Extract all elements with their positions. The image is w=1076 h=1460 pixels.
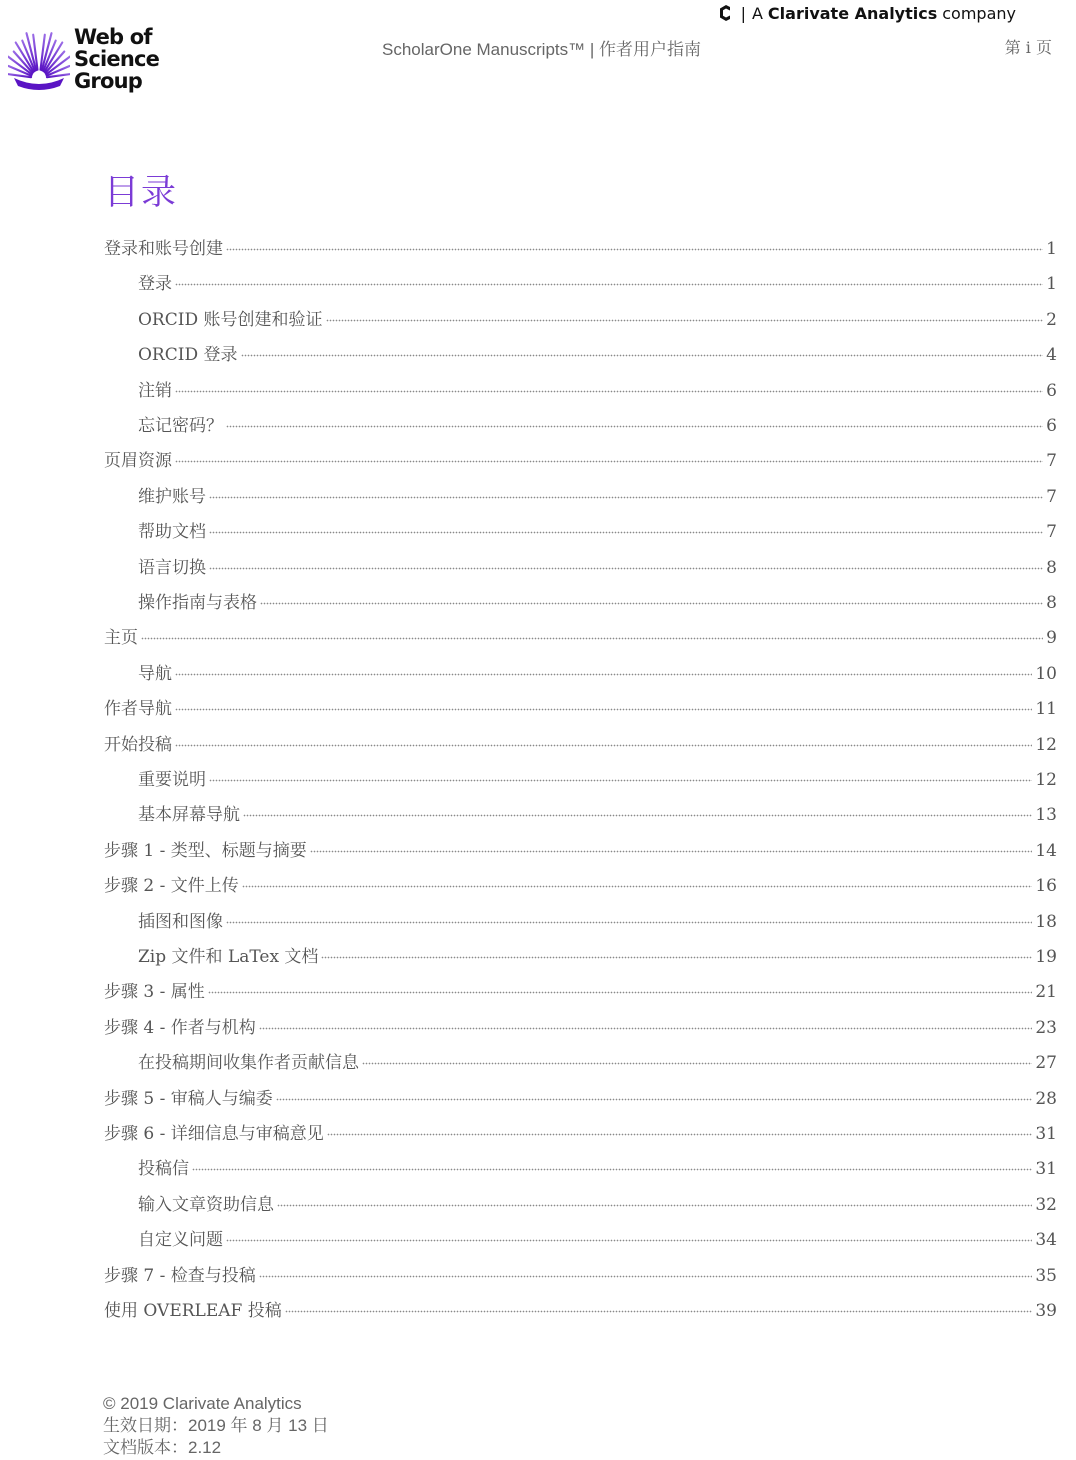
tagline-prefix: A xyxy=(751,3,763,23)
toc-entry-title: ORCID 账号创建和验证 xyxy=(138,305,326,330)
toc-entry-page: 21 xyxy=(1035,982,1057,1003)
toc-entry[interactable] xyxy=(138,902,1057,932)
toc-entry-title: 登录 xyxy=(138,269,175,294)
toc-dot-leader xyxy=(226,921,1032,925)
toc-entry-title: 插图和图像 xyxy=(138,907,226,932)
toc-entry-title: 忘记密码？ xyxy=(138,411,226,436)
toc-entry-title: 帮助文档 xyxy=(138,517,209,542)
toc-entry-page: 9 xyxy=(1046,628,1057,649)
toc-entry-title: 输入文章资助信息 xyxy=(138,1190,277,1215)
toc-entry-page: 14 xyxy=(1035,840,1057,861)
toc-dot-leader xyxy=(362,1062,1032,1066)
toc-entry-page: 18 xyxy=(1035,911,1057,932)
toc-entry-page: 12 xyxy=(1035,734,1057,755)
toc-entry-title: 在投稿期间收集作者贡献信息 xyxy=(138,1048,362,1073)
toc-entry-page: 10 xyxy=(1035,663,1057,684)
toc-entry-page: 4 xyxy=(1046,345,1057,366)
toc-entry[interactable] xyxy=(138,548,1057,578)
toc-entry[interactable] xyxy=(138,1185,1057,1215)
tagline-separator: | xyxy=(740,3,746,23)
toc-entry-title: 自定义问题 xyxy=(138,1225,226,1250)
footer-version: 文档版本：2.12 xyxy=(103,1438,222,1457)
toc-entry-title: 使用 OVERLEAF 投稿 xyxy=(104,1296,285,1321)
toc-entry[interactable] xyxy=(138,795,1057,825)
toc-entry-page: 28 xyxy=(1035,1088,1057,1109)
toc-entry[interactable] xyxy=(104,866,1057,896)
toc-entry-title: 重要说明 xyxy=(138,765,209,790)
web-of-science-logo xyxy=(8,26,168,96)
toc-entry[interactable] xyxy=(104,1008,1057,1038)
toc-dot-leader xyxy=(243,814,1032,818)
toc-entry[interactable] xyxy=(138,760,1057,790)
toc-entry-page: 1 xyxy=(1046,239,1057,259)
toc-entry-page: 16 xyxy=(1035,876,1057,897)
toc-entry-page: 39 xyxy=(1035,1301,1057,1321)
toc-entry[interactable] xyxy=(104,618,1057,648)
toc-entry-page: 8 xyxy=(1046,557,1057,578)
toc-entry-title: 投稿信 xyxy=(138,1154,192,1179)
toc-entry[interactable] xyxy=(104,689,1057,719)
toc-entry[interactable] xyxy=(104,972,1057,1002)
toc-dot-leader xyxy=(226,425,1043,429)
toc-entry-page: 13 xyxy=(1035,805,1057,826)
toc-entry-title: 开始投稿 xyxy=(104,730,175,755)
logo-line-1: Web of xyxy=(74,25,152,49)
toc-dot-leader xyxy=(242,885,1033,889)
toc-dot-leader xyxy=(209,531,1043,535)
toc-dot-leader xyxy=(310,850,1033,854)
toc-entry-title: 步骤 3 - 属性 xyxy=(104,977,208,1002)
toc-dot-leader xyxy=(175,390,1043,394)
toc-dot-leader xyxy=(209,779,1032,783)
toc-entry-page: 12 xyxy=(1035,770,1057,790)
toc-entry-page: 7 xyxy=(1046,451,1057,472)
toc-dot-leader xyxy=(175,744,1032,748)
logo-line-2: Science xyxy=(74,47,160,71)
toc-dot-leader xyxy=(175,283,1043,287)
toc-entry[interactable] xyxy=(104,1079,1057,1109)
toc-dot-leader xyxy=(175,708,1032,712)
toc-entry[interactable] xyxy=(138,477,1057,507)
toc-entry[interactable] xyxy=(138,512,1057,542)
toc-dot-leader xyxy=(259,1027,1033,1031)
toc-dot-leader xyxy=(141,637,1043,641)
tagline-suffix: company xyxy=(942,3,1016,23)
toc-entry[interactable] xyxy=(104,1114,1057,1144)
toc-entry[interactable] xyxy=(138,264,1057,294)
toc-entry[interactable] xyxy=(138,654,1057,684)
web-of-science-sunburst-icon xyxy=(8,28,70,92)
toc-entry[interactable] xyxy=(104,725,1057,755)
toc-entry[interactable] xyxy=(104,1291,1057,1321)
toc-entry-title: 页眉资源 xyxy=(104,446,175,471)
toc-entry[interactable] xyxy=(104,441,1057,471)
footer xyxy=(103,1393,329,1459)
toc-entry[interactable] xyxy=(138,937,1057,967)
toc-entry-title: Zip 文件和 LaTex 文档 xyxy=(138,942,321,967)
toc-entry-page: 7 xyxy=(1046,486,1057,507)
toc-entry[interactable] xyxy=(138,371,1057,401)
clarivate-c-icon xyxy=(717,4,735,22)
toc-entry-page: 6 xyxy=(1046,416,1057,436)
toc-entry-page: 35 xyxy=(1035,1265,1057,1286)
toc-entry-page: 11 xyxy=(1035,699,1057,720)
logo-line-3: Group xyxy=(74,69,143,93)
toc-entry-title: 步骤 2 - 文件上传 xyxy=(104,871,242,896)
toc-dot-leader xyxy=(192,1168,1032,1172)
toc-entry[interactable] xyxy=(104,1256,1057,1286)
toc-entry[interactable] xyxy=(138,300,1057,330)
toc-dot-leader xyxy=(175,460,1043,464)
toc-entry-title: 语言切换 xyxy=(138,553,209,578)
toc-entry-title: 主页 xyxy=(104,623,141,648)
toc-entry-page: 2 xyxy=(1046,309,1057,330)
toc-dot-leader xyxy=(226,1239,1032,1243)
toc-entry-title: ORCID 登录 xyxy=(138,340,241,365)
clarivate-tagline xyxy=(717,2,1016,24)
toc-entry-page: 8 xyxy=(1046,593,1057,613)
toc-entry-title: 步骤 5 - 审稿人与编委 xyxy=(104,1084,276,1109)
toc-entry[interactable] xyxy=(138,583,1057,613)
toc-entry[interactable] xyxy=(138,1043,1057,1073)
toc-dot-leader xyxy=(326,319,1044,323)
toc-entry-title: 维护账号 xyxy=(138,482,209,507)
toc-entry-page: 34 xyxy=(1035,1230,1057,1251)
tagline-brand: Clarivate Analytics xyxy=(767,3,938,23)
toc-entry-page: 31 xyxy=(1035,1159,1057,1180)
toc-entry[interactable] xyxy=(104,229,1057,259)
toc-entry-page: 6 xyxy=(1046,380,1057,401)
toc-entry[interactable] xyxy=(138,406,1057,436)
toc-dot-leader xyxy=(327,1133,1033,1137)
toc-dot-leader xyxy=(241,354,1044,358)
toc-entry-page: 31 xyxy=(1035,1124,1057,1144)
toc-entry-title: 步骤 7 - 检查与投稿 xyxy=(104,1261,259,1286)
toc-entry[interactable] xyxy=(104,831,1057,861)
toc-entry[interactable] xyxy=(138,1220,1057,1250)
footer-copyright: © 2019 Clarivate Analytics xyxy=(103,1394,302,1413)
toc-entry-title: 基本屏幕导航 xyxy=(138,800,243,825)
toc-entry-title: 操作指南与表格 xyxy=(138,588,260,613)
toc-entry-title: 步骤 1 - 类型、标题与摘要 xyxy=(104,836,310,861)
toc-dot-leader xyxy=(276,1098,1033,1102)
toc-heading: 目录 xyxy=(104,173,179,213)
toc-entry-title: 导航 xyxy=(138,659,175,684)
toc-entry-title: 步骤 6 - 详细信息与审稿意见 xyxy=(104,1119,327,1144)
toc-dot-leader xyxy=(321,956,1032,960)
footer-effective-date: 生效日期：2019 年 8 月 13 日 xyxy=(103,1416,329,1435)
toc-entry-title: 作者导航 xyxy=(104,694,175,719)
toc-entry-title: 步骤 4 - 作者与机构 xyxy=(104,1013,259,1038)
toc-entry-page: 1 xyxy=(1046,274,1057,295)
toc-entry[interactable] xyxy=(138,335,1057,365)
toc-entry-page: 19 xyxy=(1035,947,1057,967)
toc-entry-title: 登录和账号创建 xyxy=(104,234,226,259)
toc-dot-leader xyxy=(208,991,1033,995)
document-header-title: ScholarOne Manuscripts™ | 作者用户指南 xyxy=(382,40,701,59)
page-number: 第 i 页 xyxy=(1004,38,1052,57)
toc-dot-leader xyxy=(277,1204,1032,1208)
toc-dot-leader xyxy=(175,673,1032,677)
toc-entry-title: 注销 xyxy=(138,376,175,401)
toc-entry[interactable] xyxy=(138,1149,1057,1179)
toc-entry-page: 27 xyxy=(1035,1053,1057,1074)
toc-entry-page: 7 xyxy=(1046,522,1057,543)
toc-dot-leader xyxy=(209,496,1043,500)
toc-dot-leader xyxy=(226,248,1043,252)
toc-dot-leader xyxy=(209,567,1043,571)
toc-dot-leader xyxy=(260,602,1043,606)
toc-entry-page: 32 xyxy=(1035,1194,1057,1215)
toc-entry-page: 23 xyxy=(1035,1017,1057,1038)
toc-dot-leader xyxy=(285,1310,1033,1314)
logo-wordmark xyxy=(74,26,159,92)
toc-dot-leader xyxy=(259,1275,1033,1279)
